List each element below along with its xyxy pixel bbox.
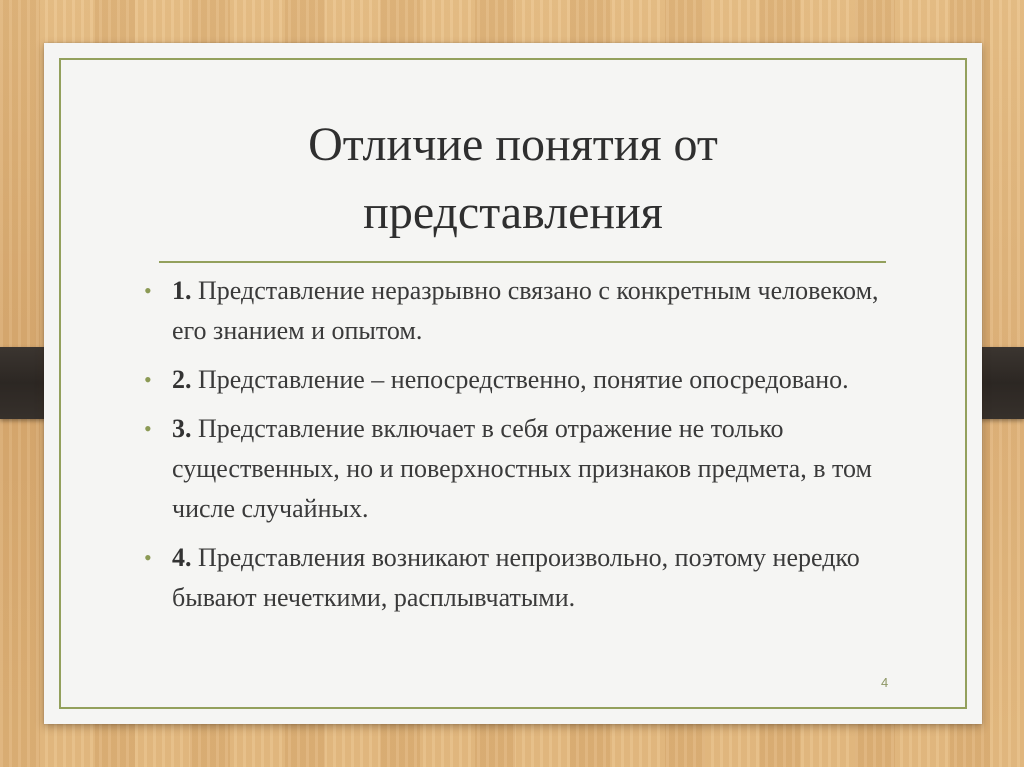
bullet-dot-icon: • [144, 416, 152, 441]
page-number: 4 [881, 675, 889, 690]
bullet-text: Представление – непосредственно, понятие опосредовано. [198, 365, 849, 394]
bullet-dot-icon: • [144, 367, 152, 392]
bullet-text: Представление неразрывно связано с конкретным человеком, его знанием и опытом. [172, 276, 879, 345]
slide-title [44, 111, 982, 247]
bullet-item-2 [144, 360, 892, 400]
slide-card [44, 43, 982, 724]
bullet-item-3 [144, 409, 892, 529]
bullet-text: Представления возникают непроизвольно, поэтому нередко бывают нечеткими, расплывчатыми. [172, 543, 860, 612]
bullet-number: 2. [172, 365, 192, 394]
bullet-dot-icon: • [144, 278, 152, 303]
bullet-number: 3. [172, 414, 192, 443]
bullet-number: 4. [172, 543, 192, 572]
bullet-text: Представление включает в себя отражение не только существенных, но и поверхностных признаков предмета, в том числе случайных. [172, 414, 872, 523]
title-divider [159, 261, 886, 263]
bullet-number: 1. [172, 276, 192, 305]
slide-title-line-2: представления [363, 186, 663, 239]
bullet-item-1 [144, 271, 892, 351]
bullet-dot-icon: • [144, 545, 152, 570]
bullet-list [144, 271, 892, 627]
slide-title-line-1: Отличие понятия от [308, 118, 718, 171]
bullet-item-4 [144, 538, 892, 618]
